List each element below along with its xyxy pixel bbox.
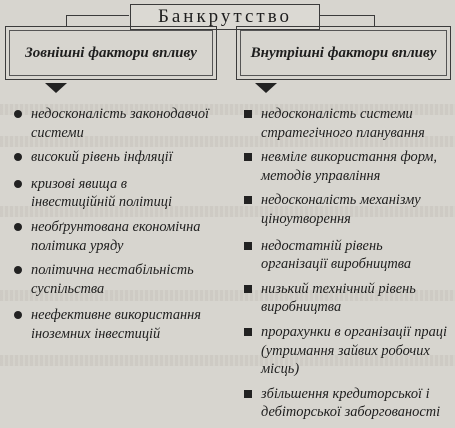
list-item-text: невміле використання форм, методів управління (261, 149, 437, 184)
square-bullet-icon (244, 153, 252, 161)
circle-bullet-icon (14, 266, 22, 274)
list-item-text: необґрунтована економічна політика уряду (31, 218, 201, 254)
circle-bullet-icon (14, 110, 22, 118)
list-item (239, 191, 451, 228)
list-item (9, 175, 214, 212)
list-item (239, 323, 451, 379)
external-factors-list (9, 105, 214, 350)
list-item (9, 218, 214, 255)
diagram-title: Банкрутство (130, 4, 320, 30)
list-item-text: високий рівень інфляції (31, 149, 173, 166)
internal-factors-list (239, 105, 451, 428)
list-item-text: недостатній рівень організації виробництва (261, 237, 412, 273)
down-arrow-icon (255, 83, 277, 93)
list-item-text: недосконалість законодавчої системи (31, 106, 210, 141)
square-bullet-icon (244, 110, 252, 118)
list-item (239, 148, 451, 185)
list-item (9, 148, 214, 167)
square-bullet-icon (244, 242, 252, 250)
list-item-text: збільшення кредиторської і дебіторської заборгованості (261, 385, 441, 421)
list-item (239, 280, 451, 317)
circle-bullet-icon (14, 153, 22, 161)
list-item (239, 385, 451, 422)
list-item (239, 237, 451, 274)
list-item-text: низький технічний рівень виробництва (261, 280, 416, 316)
list-item-text: недосконалість системи стратегічного планування (261, 106, 425, 141)
circle-bullet-icon (14, 311, 22, 319)
list-item-text: прорахунки в організації праці (утримання зайвих робочих місць) (261, 323, 447, 378)
down-arrow-icon (45, 83, 67, 93)
list-item (9, 261, 214, 298)
external-factors-box: Зовнішні фактори впливу (5, 26, 217, 80)
square-bullet-icon (244, 390, 252, 398)
circle-bullet-icon (14, 180, 22, 188)
internal-factors-box: Внутрішні фактори впливу (236, 26, 451, 80)
circle-bullet-icon (14, 223, 22, 231)
list-item-text: недосконалість механізму ціноутворення (261, 192, 421, 227)
list-item (239, 105, 451, 142)
list-item (9, 306, 214, 343)
square-bullet-icon (244, 196, 252, 204)
list-item (9, 105, 214, 142)
list-item-text: неефективне використання іноземних інвестицій (31, 307, 201, 342)
list-item-text: політична нестабільність суспільства (31, 262, 194, 297)
square-bullet-icon (244, 328, 252, 336)
list-item-text: кризові явища в інвестиційній політиці (31, 175, 172, 211)
square-bullet-icon (244, 285, 252, 293)
